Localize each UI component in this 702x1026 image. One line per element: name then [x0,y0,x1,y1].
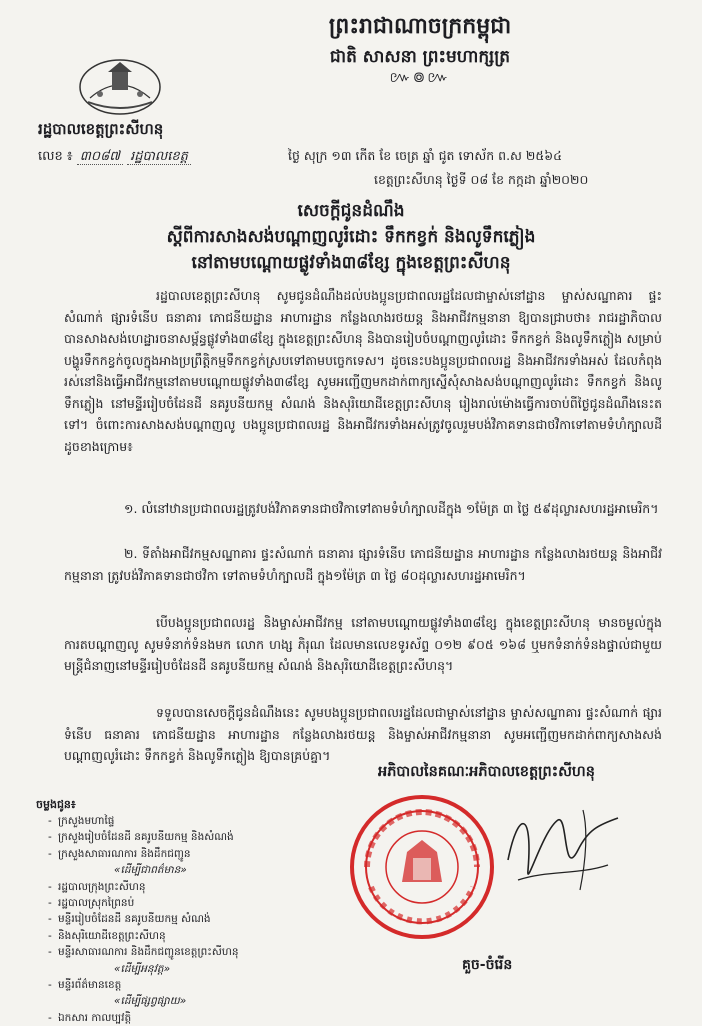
body-paragraph-contact: បើបងប្អូនប្រជាពលរដ្ឋ និងម្ចាស់អាជីវកម្ម នៅតាមបណ្តោយផ្លូវទាំង៣៨ខ្សែ ក្នុងខេត្តព្រះសីហនុ មានចម្ងល់ក្នុងការតបណ្តាញលូ សូមទំនាក់ទំនងមក លោក ហង្ស ភិរុណ ដែលមានលេខទូរស័ព្ទ ០១២ ៩០៥ ១៦៨ ឬមកទំនាក់ទំនងផ្ទាល់ជាមួយមន្ត្រីជំនាញនៅមន្ទីររៀបចំដែនដី នគរូបនីយកម្ម សំណង់ និងសុរិយោដីខេត្តព្រះសីហនុ។ [64,615,662,673]
solar-date: ខេត្តព្រះសីហនុ ថ្ងៃទី ០៨ ខែ កក្កដា ឆ្នាំ២០២០ [374,172,589,187]
national-motto: ជាតិ សាសនា ព្រះមហាក្សត្រ [329,47,511,67]
body-item-business: ២. ទីតាំងអាជីវកម្មសណ្ឋាគារ ផ្ទះសំណាក់ ធនាគារ ផ្សារទំនើប ភោជនីយដ្ឋាន អាហារដ្ឋាន កន្លែងលាងរថយន្ត និងអាជីវកម្មនានា ត្រូវបង់វិភាគទានជាថវិកា ទៅតាមទំហំក្បាលដី ក្នុង១ម៉ែត្រ ៣ ថ្លៃ ៨០ដុល្លារសហរដ្ឋអាមេរិក។ [64,546,662,583]
reference-value: ៣០៨៧ [77,149,123,165]
cc-list-note: «ដើម្បីជាពត៌មាន» [114,864,187,877]
signature-icon [488,790,628,910]
signatory-title: អភិបាលនៃគណៈអភិបាលខេត្តព្រះសីហនុ [378,764,595,780]
cc-list-item: - ឯកសារ កាលប្បវត្តិ [36,1010,336,1026]
cc-list-item: - មន្ទីរសាធារណការ និងដឹកជញ្ជូនខេត្តព្រះសីហនុ [36,944,336,960]
cc-list-item: - មន្ទីរព័ត៌មានខេត្ត [36,977,336,993]
cc-list-item: - ក្រសួងសាធារណការ និងដឹកជញ្ជូន [36,846,336,862]
header-ornament: ៚៙៚ [389,68,451,86]
cc-list-item: - រដ្ឋបាលក្រុងព្រះសីហនុ [36,879,336,895]
cc-list-note: «ដើម្បីផ្សព្វផ្សាយ» [114,995,187,1008]
lunar-date: ថ្ងៃ សុក្រ ១៣ កើត ខែ ចេត្រ ឆ្នាំ ជូត ទោស័ក ព.ស ២៥៦៤ [288,148,562,163]
reference-number [38,148,191,167]
official-seal-icon [347,792,497,942]
cc-list-item: - មន្ទីររៀបចំដែនដី នគរូបនីយកម្ម សំណង់ [36,911,336,927]
notice-subject-line2: នៅតាមបណ្តោយផ្លូវទាំង៣៨ខ្សែ ក្នុងខេត្តព្រះសីហនុ [191,253,511,273]
reference-label: លេខ ៖ [38,149,73,164]
cc-label: ចម្លងជូន៖ [36,798,76,811]
notice-subject-line1: ស្តីពីការសាងសង់បណ្តាញលូរំដោះ ទឹកកខ្វក់ និងលូទឹកភ្លៀង [166,227,536,247]
cc-list-item: - ក្រសួងមហាផ្ទៃ [36,813,336,829]
signatory-name: គួច-ចំរើន [462,957,513,973]
kingdom-heading: ព្រះរាជាណាចក្រកម្ពុជា [328,14,512,39]
cc-list-item: - និងសុរិយោដីខេត្តព្រះសីហនុ [36,928,336,944]
body-paragraph-intro: រដ្ឋបាលខេត្តព្រះសីហនុ សូមជូនដំណឹងដល់បងប្អូនប្រជាពលរដ្ឋដែលជាម្ចាស់នៅដ្ឋាន ម្ចាស់សណ្ឋាគារ ផ្ទះសំណាក់ ផ្សារទំនើប ធនាគារ ភោជនីយដ្ឋាន អាហារដ្ឋាន កន្លែងលាងរថយន្ត និងអាជីវកម្មនានា ឱ្យបានជ្រាបថា៖ រាជរដ្ឋាភិបាលបានសាងសង់ហេដ្ឋារចនាសម្ព័ន្ធផ្លូវទាំង៣៨ខ្សែ ក្នុងខេត្តព្រះសីហនុ និងបានរៀបចំបណ្តាញលូរំដោះ ទឹកកខ្វក់ និងលូទឹកភ្លៀង សម្រាប់បង្ហូរទឹកកខ្វក់ចូលក្នុងអាងប្រព្រឹត្តិកម្មទឹកកខ្វក់ស្របទៅតាមបច្ចេកទេស។ ដូចនេះបងប្អូនប្រជាពលរដ្ឋ និងអាជីវករទាំងអស់ ដែលកំពុងរស់នៅនិងធ្វើអាជីវកម្មនៅតាមបណ្តោយផ្លូវទាំង៣៨ខ្សែ សូមអញ្ជើញមកដាក់ពាក្យស្នើសុំសាងសង់បណ្តាញលូរំដោះ ទឹកកខ្វក់ និងលូទឹកភ្លៀង នៅមន្ទីររៀបចំដែនដី នគរូបនីយកម្ម សំណង់ និងសុរិយោដីខេត្តព្រះសីហនុ រៀងរាល់ម៉ោងធ្វើការចាប់ពីថ្ងៃជូនដំណឹងនេះតទៅ។ ចំពោះការសាងសង់បណ្តាញលូ បងប្អូនប្រជាពលរដ្ឋ និងអាជីវករទាំងអស់ត្រូវចូលរួមបង់វិភាគទានជាថវិកាទៅតាមទំហំក្បាលដីដូចខាងក្រោម៖ [64,288,662,454]
cc-list-note: «ដើម្បីអនុវត្ត» [114,962,171,975]
cc-list-item: - ក្រសួងរៀបចំដែនដី នគរូបនីយកម្ម និងសំណង់ [36,829,336,845]
issuing-authority: រដ្ឋបាលខេត្តព្រះសីហនុ [38,120,164,138]
notice-title: សេចក្តីជូនដំណឹង [297,201,405,221]
provincial-emblem-icon [78,58,162,116]
reference-suffix: រដ្ឋបាលខេត្ត [127,149,191,165]
cc-list [36,813,336,1026]
cc-list-item: - រដ្ឋបាលស្រុកព្រៃនប់ [36,895,336,911]
body-paragraph-closing: ទទួលបានសេចក្តីជូនដំណឹងនេះ សូមបងប្អូនប្រជាពលរដ្ឋដែលជាម្ចាស់នៅដ្ឋាន ម្ចាស់សណ្ឋាគារ ផ្ទះសំណាក់ ផ្សារទំនើប ធនាគារ ភោជនីយដ្ឋាន អាហារដ្ឋាន កន្លែងលាងរថយន្ត និងម្ចាស់អាជីវកម្មនានា សូមអញ្ជើញមកដាក់ពាក្យសាងសង់បណ្តាញលូរំដោះ ទឹកកខ្វក់ និងលូទឹកភ្លៀង ឱ្យបានគ្រប់គ្នា។ [64,705,662,763]
body-item-residential: ១. លំនៅឋានប្រជាពលរដ្ឋត្រូវបង់វិភាគទានជាថវិកាទៅតាមទំហំក្បាលដីក្នុង ១ម៉ែត្រ ៣ ថ្លៃ ៥៩ដុល្លារសហរដ្ឋអាមេរិក។ [124,501,659,516]
